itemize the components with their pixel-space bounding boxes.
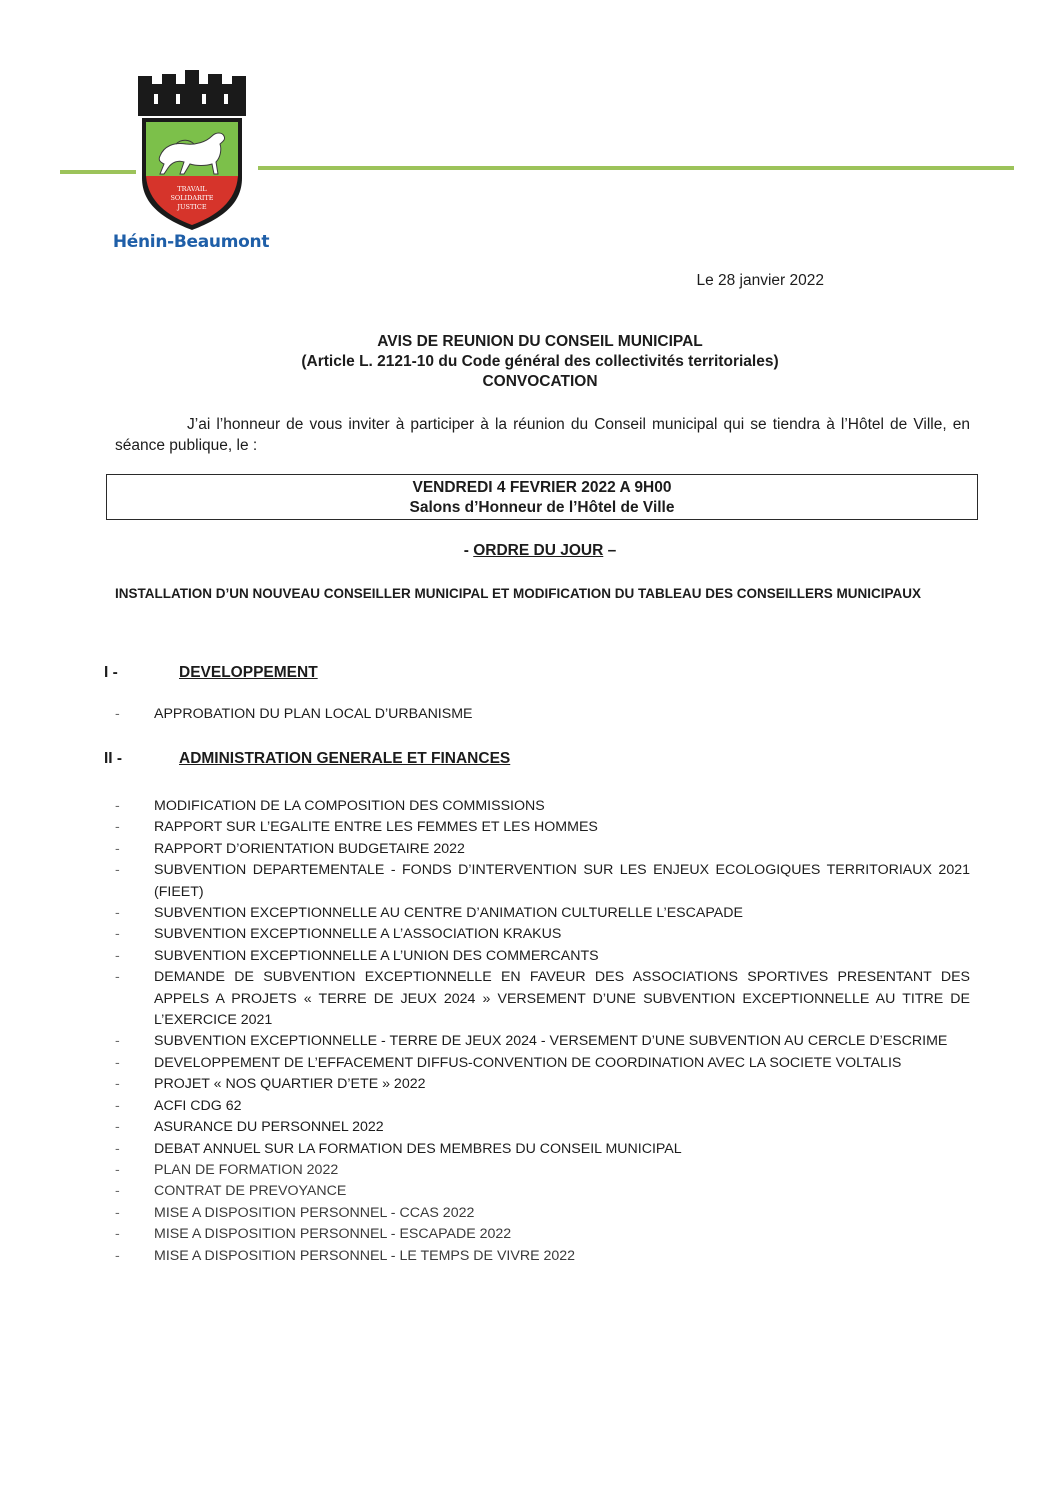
list-item-text: APPROBATION DU PLAN LOCAL D’URBANISME [154,706,473,722]
list-dash: - [115,1076,120,1093]
title-line-1: AVIS DE REUNION DU CONSEIL MUNICIPAL [377,333,703,350]
list-item [115,1203,970,1224]
list-dash: - [115,1054,120,1071]
list-dash: - [115,926,120,943]
section-number: I - [104,664,118,681]
meeting-datetime: VENDREDI 4 FEVRIER 2022 A 9H00 [412,479,672,496]
document-title [100,332,980,392]
list-dash: - [115,1204,120,1221]
section-title: DEVELOPPEMENT [179,664,318,681]
list-item-text: ACFI CDG 62 [154,1097,242,1114]
list-item-text: ASURANCE DU PERSONNEL 2022 [154,1119,384,1136]
list-item-text: RAPPORT SUR L’EGALITE ENTRE LES FEMMES ET LES HOMMES [154,819,598,836]
list-item [115,967,970,1031]
list-item-text: DEMANDE DE SUBVENTION EXCEPTIONNELLE EN FAVEUR DES ASSOCIATIONS SPORTIVES PRESENTANT DES APPELS A PROJETS « TERRE DE JEUX 2024 » VERSEMENT D’UNE SUBVENTION EXCEPTIONNELLE AU TITRE DE L’EXERCICE 2021 [154,969,970,1029]
list-dash: - [115,969,120,986]
list-item-text: MODIFICATION DE LA COMPOSITION DES COMMISSIONS [154,798,545,814]
list-item [115,1117,970,1138]
list-dash: - [115,1183,120,1200]
list-dash: - [115,840,120,857]
list-item [115,1181,970,1202]
list-dash: - [115,862,120,879]
list-item-text: DEBAT ANNUEL SUR LA FORMATION DES MEMBRES DU CONSEIL MUNICIPAL [154,1140,682,1157]
list-item-text: MISE A DISPOSITION PERSONNEL - LE TEMPS DE VIVRE 2022 [154,1247,576,1264]
intro-paragraph: J’ai l’honneur de vous inviter à participer à la réunion du Conseil municipal qui se tiendra à l’Hôtel de Ville, en séance publique, le : [115,416,970,454]
list-item-text: SUBVENTION EXCEPTIONNELLE A L’UNION DES COMMERCANTS [154,947,599,964]
list-item-text: PROJET « NOS QUARTIER D’ETE » 2022 [154,1076,426,1093]
list-dash: - [115,819,120,836]
section-items-developpement [115,704,970,725]
list-dash: - [115,1226,120,1243]
list-item-text: SUBVENTION DEPARTEMENTALE - FONDS D’INTERVENTION SUR LES ENJEUX ECOLOGIQUES TERRITORIAUX 2021 (FIEET) [154,862,970,900]
header-rule-right [258,166,1014,170]
agenda-heading [100,542,980,560]
list-dash: - [115,1161,120,1178]
coat-of-arms-icon [136,70,248,232]
list-item-text: DEVELOPPEMENT DE L’EFFACEMENT DIFFUS-CONVENTION DE COORDINATION AVEC LA SOCIETE VOLTALIS [154,1054,902,1071]
city-logo [106,70,276,260]
meeting-details-box [106,474,978,520]
list-item [115,1053,970,1074]
list-item [115,1074,970,1095]
list-item [115,924,970,945]
list-item [115,1160,970,1181]
letter-date: Le 28 janvier 2022 [696,272,824,289]
list-item [115,1096,970,1117]
list-item [115,817,970,838]
header-rule-left [60,170,136,174]
list-dash: - [115,1097,120,1114]
list-item-text: MISE A DISPOSITION PERSONNEL - CCAS 2022 [154,1204,475,1221]
list-item-text: MISE A DISPOSITION PERSONNEL - ESCAPADE 2022 [154,1226,512,1243]
list-item-text: CONTRAT DE PREVOYANCE [154,1183,347,1200]
list-dash: - [115,947,120,964]
list-dash: - [115,1247,120,1264]
list-item [115,946,970,967]
agenda-heading-title: ORDRE DU JOUR [473,542,604,559]
list-dash: - [115,905,120,922]
list-dash: - [115,1140,120,1157]
list-item-text: SUBVENTION EXCEPTIONNELLE AU CENTRE D’ANIMATION CULTURELLE L’ESCAPADE [154,905,743,922]
title-line-2: (Article L. 2121-10 du Code général des collectivités territoriales) [301,353,779,370]
motto-line-2: SOLIDARITE [170,194,214,202]
list-item [115,1139,970,1160]
list-dash: - [115,706,120,722]
list-item [115,704,970,725]
list-item [115,796,970,817]
list-item-text: PLAN DE FORMATION 2022 [154,1161,339,1178]
meeting-location: Salons d’Honneur de l’Hôtel de Ville [409,499,675,516]
agenda-heading-suffix: – [603,542,617,559]
list-item-text: SUBVENTION EXCEPTIONNELLE A L’ASSOCIATION KRAKUS [154,926,562,943]
motto-line-1: TRAVAIL [177,185,207,193]
list-item [115,1224,970,1245]
list-item [115,839,970,860]
agenda-heading-prefix: - [463,542,474,559]
list-item-text: RAPPORT D’ORIENTATION BUDGETAIRE 2022 [154,840,465,857]
list-dash: - [115,1119,120,1136]
list-item [115,903,970,924]
list-dash: - [115,798,120,814]
list-item-text: SUBVENTION EXCEPTIONNELLE - TERRE DE JEUX 2024 - VERSEMENT D’UNE SUBVENTION AU CERCLE D’ESCRIME [154,1033,948,1050]
list-item [115,1031,970,1052]
list-item [115,860,970,903]
list-item [115,1246,970,1267]
section-number: II - [104,750,123,767]
section-items-administration [115,796,970,1267]
motto-line-3: JUSTICE [177,203,207,211]
installation-item: INSTALLATION D’UN NOUVEAU CONSEILLER MUNICIPAL ET MODIFICATION DU TABLEAU DES CONSEILLERS MUNICIPAUX [115,586,921,601]
list-dash: - [115,1033,120,1050]
city-name: Hénin-Beaumont [112,232,270,252]
section-title: ADMINISTRATION GENERALE ET FINANCES [179,750,511,767]
title-line-3: CONVOCATION [482,373,598,390]
